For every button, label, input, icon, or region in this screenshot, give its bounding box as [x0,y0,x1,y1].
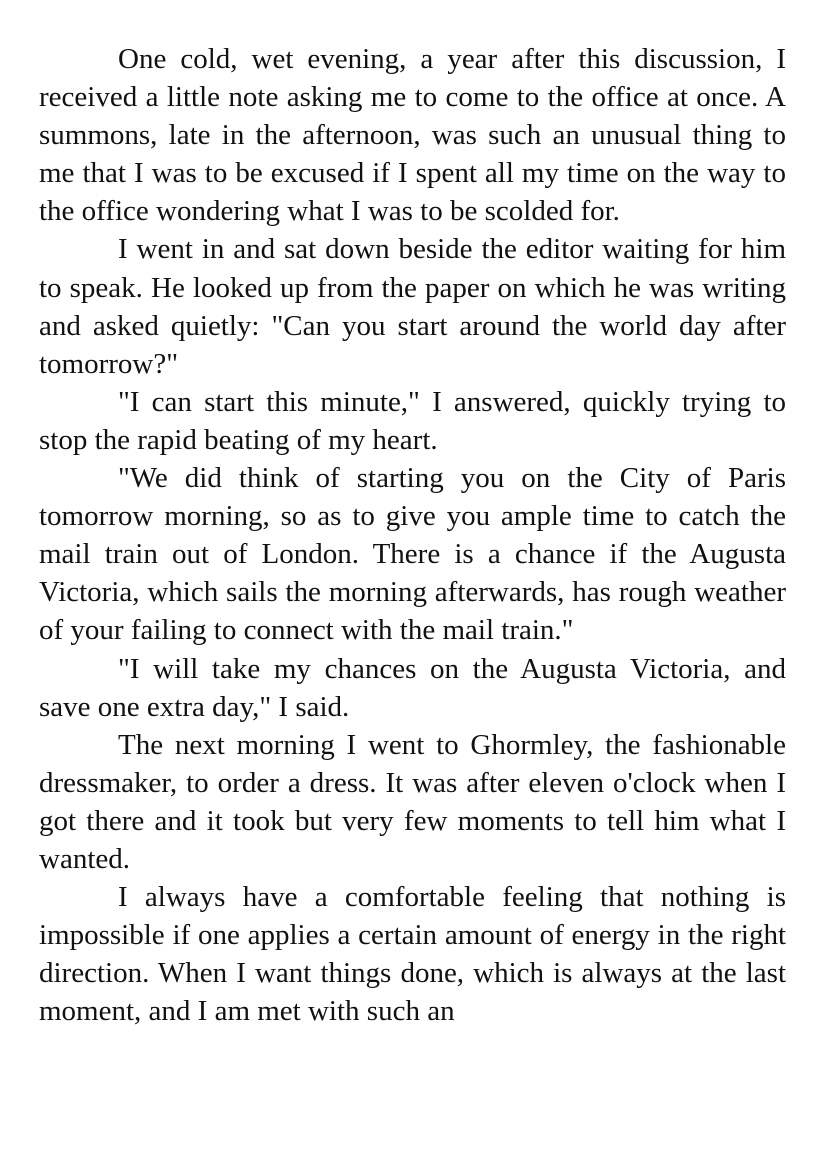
page-body [39,40,786,1030]
paragraph: One cold, wet evening, a year after this discussion, I received a little note asking me to come to the office at once. A summons, late in the afternoon, was such an unusual thing to me that I was to be excused if I spent all my time on the way to the office wondering what I was to be scolded for. [39,43,786,228]
paragraph: "I will take my chances on the Augusta Victoria, and save one extra day," I said. [39,652,786,723]
paragraph: I went in and sat down beside the editor waiting for him to speak. He looked up from the paper on which he was writing and asked quietly: "Can you start around the world day after tomorrow?" [39,233,786,380]
paragraph: "We did think of starting you on the City of Paris tomorrow morning, so as to give you ample time to catch the mail train out of London. There is a chance if the Augusta Victoria, which sails the morning afterwards, has rough weather of your failing to connect with the mail train." [39,462,786,647]
paragraph: I always have a comfortable feeling that nothing is impossible if one applies a certain amount of energy in the right direction. When I want things done, which is always at the last moment, and I am met with such an [39,881,786,1028]
paragraph: The next morning I went to Ghormley, the fashionable dressmaker, to order a dress. It was after eleven o'clock when I got there and it took but very few moments to tell him what I wanted. [39,728,786,875]
paragraph: "I can start this minute," I answered, quickly trying to stop the rapid beating of my heart. [39,385,786,456]
